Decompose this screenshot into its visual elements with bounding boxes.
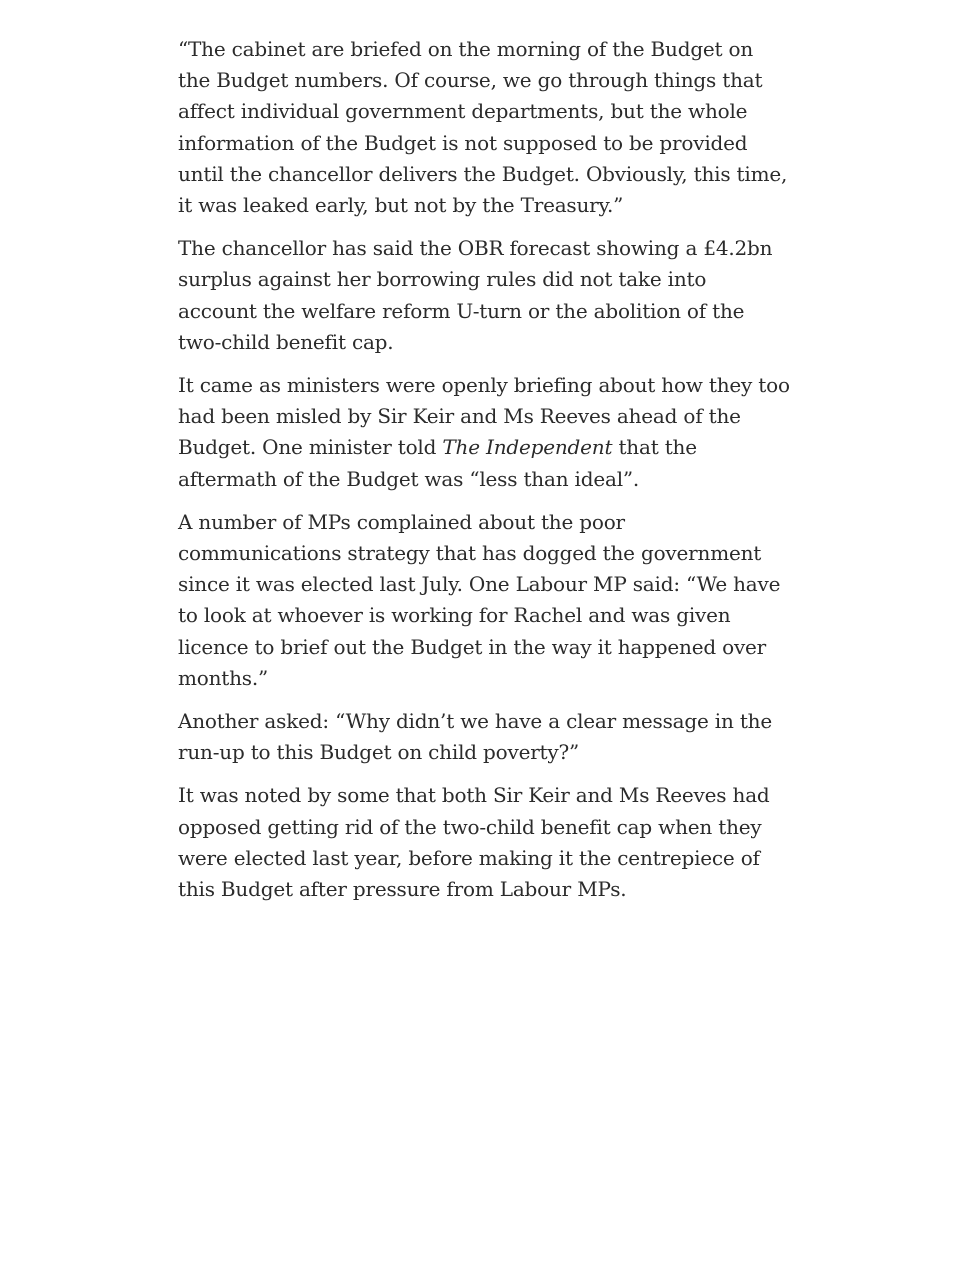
paragraph-text-before: It came as ministers were openly briefing about how they too had been misled by Sir Keir and Ms Reeves ahead of the Budget. One minister told: [178, 373, 790, 460]
article-paragraph-mps-complaint: A number of MPs complained about the poor communications strategy that has dogged the government since it was elected last July. One Labour MP said: “We have to look at whoever is working for Rachel and was given licence to brief out the Budget in the way it happened over months.”: [178, 509, 781, 690]
article-paragraph-ministers-briefing: [178, 370, 790, 495]
paragraph-text-after: that the aftermath of the Budget was “less than ideal”.: [178, 435, 697, 491]
article-paragraph-obr-forecast: The chancellor has said the OBR forecast showing a £4.2bn surplus against her borrowing rules did not take into account the welfare reform U-turn or the abolition of the two-child benefit cap.: [178, 236, 773, 354]
publication-name: The Independent: [442, 435, 613, 460]
article-paragraph-child-poverty-question: Another asked: “Why didn’t we have a clear message in the run-up to this Budget on child poverty?”: [178, 709, 772, 765]
article-paragraph-cabinet-quote: “The cabinet are briefed on the morning of the Budget on the Budget numbers. Of course, we go through things that affect individual government departments, but the whole information of the Budget is not supposed to be provided until the chancellor delivers the Budget. Obviously, this time, it was leaked early, but not by the Treasury.”: [178, 37, 788, 218]
article-paragraph-benefit-cap: It was noted by some that both Sir Keir and Ms Reeves had opposed getting rid of the two-child benefit cap when they were elected last year, before making it the centrepiece of this Budget after pressure from Labour MPs.: [178, 783, 770, 902]
article-body: [178, 34, 790, 917]
